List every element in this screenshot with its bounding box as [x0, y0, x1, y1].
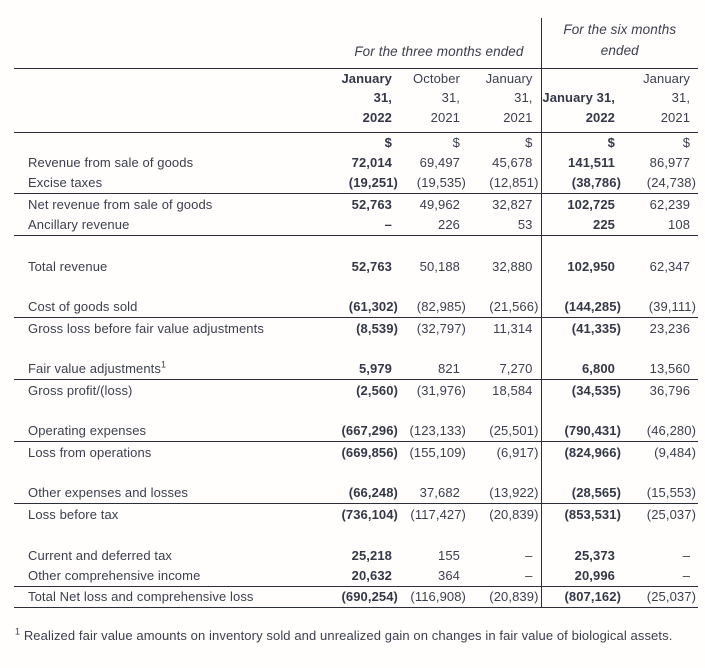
table-row	[14, 318, 698, 339]
value-cell: (667,296)	[328, 421, 400, 442]
value-cell: –	[525, 547, 533, 563]
value-cell: (790,431)	[541, 421, 623, 442]
spacer-cell	[14, 401, 328, 421]
value-cell: (144,285)	[541, 297, 623, 318]
row-label: Other expenses and losses	[14, 483, 328, 504]
spacer-cell	[468, 401, 541, 421]
value-cell: (25,037)	[646, 506, 697, 522]
column-header: January 31, 2022	[541, 68, 623, 133]
value-cell: 86,977	[649, 154, 691, 170]
value-cell: (19,535)	[400, 173, 468, 194]
value-cell: 226	[400, 215, 468, 236]
spacer-cell	[468, 339, 541, 359]
row-label: Revenue from sale of goods	[28, 154, 194, 170]
spacer-cell	[328, 277, 400, 297]
spacer-row	[14, 339, 698, 359]
value-cell: (123,133)	[400, 421, 468, 442]
spacer-cell	[623, 277, 698, 297]
table-row	[14, 173, 698, 194]
value-cell: 13,560	[623, 359, 698, 380]
value-cell: 52,763	[351, 196, 392, 212]
value-cell: (39,111)	[623, 297, 698, 318]
value-cell: (8,539)	[356, 320, 398, 336]
value-cell: 821	[400, 359, 468, 380]
spacer-cell	[541, 236, 623, 256]
value-cell: 11,314	[493, 320, 533, 336]
spacer-cell	[328, 463, 400, 483]
value-cell: (9,484)	[654, 444, 697, 460]
row-label: Net revenue from sale of goods	[28, 196, 213, 212]
spacer-row	[14, 463, 698, 483]
value-cell: (31,976)	[416, 382, 466, 398]
value-cell: (61,302)	[328, 297, 400, 318]
table-row	[14, 297, 698, 318]
spacer-cell	[468, 277, 541, 297]
table-row	[14, 359, 698, 380]
currency-symbol: $	[384, 134, 392, 150]
table-body	[14, 18, 698, 608]
row-label: Loss before tax	[28, 506, 119, 522]
value-cell: (66,248)	[328, 483, 400, 504]
row-label: Cost of goods sold	[14, 297, 328, 318]
value-cell: (38,786)	[541, 173, 623, 194]
value-cell: (20,839)	[468, 587, 541, 608]
row-label: Total Net loss and comprehensive loss	[14, 587, 328, 608]
spacer-cell	[400, 401, 468, 421]
spacer-cell	[623, 525, 698, 545]
value-cell: 53	[468, 215, 541, 236]
value-cell: (155,109)	[409, 444, 466, 460]
value-cell: 108	[623, 215, 698, 236]
value-cell: 62,239	[649, 196, 691, 212]
table-row	[14, 421, 698, 442]
column-header: January 31, 2022	[328, 68, 400, 133]
table-row	[14, 442, 698, 463]
column-header: October 31, 2021	[400, 68, 468, 133]
spacer-row	[14, 277, 698, 297]
date-header-empty-cell	[14, 68, 328, 133]
value-cell: 62,347	[649, 258, 691, 274]
value-cell: 36,796	[649, 382, 691, 398]
currency-row	[14, 133, 698, 152]
value-cell: –	[682, 547, 691, 563]
row-label: Other comprehensive income	[14, 566, 328, 587]
value-cell: (25,037)	[623, 587, 698, 608]
value-cell: 7,270	[468, 359, 541, 380]
footnote-superscript: 1	[15, 627, 21, 638]
value-cell: 32,880	[492, 258, 533, 274]
table-row	[14, 483, 698, 504]
value-cell: (669,856)	[341, 444, 398, 460]
row-label: Current and deferred tax	[28, 547, 173, 563]
value-cell: 49,962	[419, 196, 460, 212]
value-cell: (32,797)	[416, 320, 466, 336]
spacer-cell	[541, 277, 623, 297]
value-cell: 155	[438, 547, 460, 563]
value-cell: 5,979	[328, 359, 400, 380]
table-row	[14, 587, 698, 608]
spacer-cell	[541, 339, 623, 359]
spacer-cell	[541, 401, 623, 421]
table-row	[14, 152, 698, 173]
table-row	[14, 504, 698, 525]
value-cell: –	[468, 566, 541, 587]
spacer-cell	[623, 463, 698, 483]
value-cell: (21,566)	[468, 297, 541, 318]
value-cell: 23,236	[649, 320, 691, 336]
value-cell: (28,565)	[541, 483, 623, 504]
spacer-cell	[400, 236, 468, 256]
row-label: Gross loss before fair value adjustments	[28, 320, 264, 336]
table-row	[14, 380, 698, 401]
value-cell: 102,725	[541, 194, 623, 215]
value-cell: (41,335)	[541, 318, 623, 339]
value-cell: (25,501)	[468, 421, 541, 442]
spacer-cell	[468, 525, 541, 545]
value-cell: 25,218	[351, 547, 392, 563]
currency-symbol: $	[452, 134, 460, 150]
value-cell: (24,738)	[623, 173, 698, 194]
value-cell: –	[328, 215, 400, 236]
value-cell: 45,678	[492, 154, 533, 170]
value-cell: 6,800	[541, 359, 623, 380]
label-superscript: 1	[160, 360, 167, 371]
spacer-cell	[541, 463, 623, 483]
currency-symbol: $	[525, 134, 533, 150]
table-row	[14, 566, 698, 587]
value-cell: (6,917)	[496, 444, 539, 460]
table-row	[14, 215, 698, 236]
value-cell: (807,162)	[541, 587, 623, 608]
value-cell: (82,985)	[400, 297, 468, 318]
spacer-row	[14, 525, 698, 545]
value-cell: 72,014	[351, 154, 392, 170]
value-cell: 25,373	[541, 545, 623, 566]
value-cell: (34,535)	[541, 380, 623, 401]
spacer-cell	[328, 339, 400, 359]
spacer-cell	[14, 339, 328, 359]
spacer-cell	[14, 236, 328, 256]
spacer-cell	[14, 277, 328, 297]
spacer-cell	[328, 236, 400, 256]
spacer-cell	[541, 525, 623, 545]
value-cell: (2,560)	[356, 382, 398, 398]
table-row	[14, 545, 698, 566]
spacer-cell	[400, 463, 468, 483]
footnote	[15, 620, 705, 651]
row-label: Ancillary revenue	[14, 215, 328, 236]
value-cell: (824,966)	[541, 442, 623, 463]
column-header: January 31, 2021	[623, 68, 698, 133]
value-cell: (12,851)	[468, 173, 541, 194]
row-label: Loss from operations	[28, 444, 152, 460]
value-cell: 141,511	[541, 152, 623, 173]
group-header-three-months: For the three months ended	[14, 18, 541, 68]
date-header-row	[14, 68, 698, 133]
value-cell: (736,104)	[341, 506, 398, 522]
value-cell: (46,280)	[623, 421, 698, 442]
value-cell: 102,950	[541, 256, 623, 277]
table-row	[14, 194, 698, 215]
spacer-cell	[623, 339, 698, 359]
value-cell: 20,996	[541, 566, 623, 587]
row-label: Fair value adjustments$^1$	[14, 359, 328, 380]
value-cell: 37,682	[400, 483, 468, 504]
value-cell: 50,188	[419, 258, 460, 274]
value-cell: 69,497	[419, 154, 460, 170]
value-cell: (19,251)	[328, 173, 400, 194]
value-cell: (690,254)	[328, 587, 400, 608]
table-row	[14, 256, 698, 277]
row-label: Excise taxes	[14, 173, 328, 194]
column-header: January 31, 2021	[468, 68, 541, 133]
row-label: Gross profit/(loss)	[28, 382, 133, 398]
value-cell: (20,839)	[489, 506, 539, 522]
value-cell: 52,763	[351, 258, 392, 274]
currency-empty-cell	[14, 133, 328, 152]
row-label: Total revenue	[28, 258, 108, 274]
footnote-text: Realized fair value amounts on inventory sold and unrealized gain on changes in fair value of biological assets.	[20, 628, 673, 644]
spacer-cell	[14, 463, 328, 483]
spacer-row	[14, 401, 698, 421]
value-cell: 20,632	[328, 566, 400, 587]
spacer-cell	[623, 236, 698, 256]
spacer-cell	[468, 236, 541, 256]
value-cell: (117,427)	[410, 506, 466, 522]
value-cell: (13,922)	[468, 483, 541, 504]
value-cell: (15,553)	[623, 483, 698, 504]
spacer-cell	[400, 339, 468, 359]
value-cell: 225	[541, 215, 623, 236]
spacer-cell	[14, 525, 328, 545]
spacer-cell	[623, 401, 698, 421]
spacer-cell	[328, 401, 400, 421]
value-cell: (853,531)	[541, 504, 623, 525]
value-cell: 364	[400, 566, 468, 587]
group-header-six-months: For the six months ended	[541, 18, 698, 68]
spacer-cell	[400, 525, 468, 545]
spacer-cell	[328, 525, 400, 545]
spacer-cell	[468, 463, 541, 483]
value-cell: (116,908)	[400, 587, 468, 608]
income-statement-table	[14, 18, 698, 608]
value-cell: 18,584	[492, 382, 533, 398]
value-cell: 32,827	[492, 196, 533, 212]
group-header-row	[14, 18, 698, 68]
currency-symbol: $	[682, 134, 691, 150]
currency-symbol: $	[541, 133, 623, 152]
value-cell: –	[623, 566, 698, 587]
row-label: Operating expenses	[14, 421, 328, 442]
spacer-row	[14, 236, 698, 256]
spacer-cell	[400, 277, 468, 297]
